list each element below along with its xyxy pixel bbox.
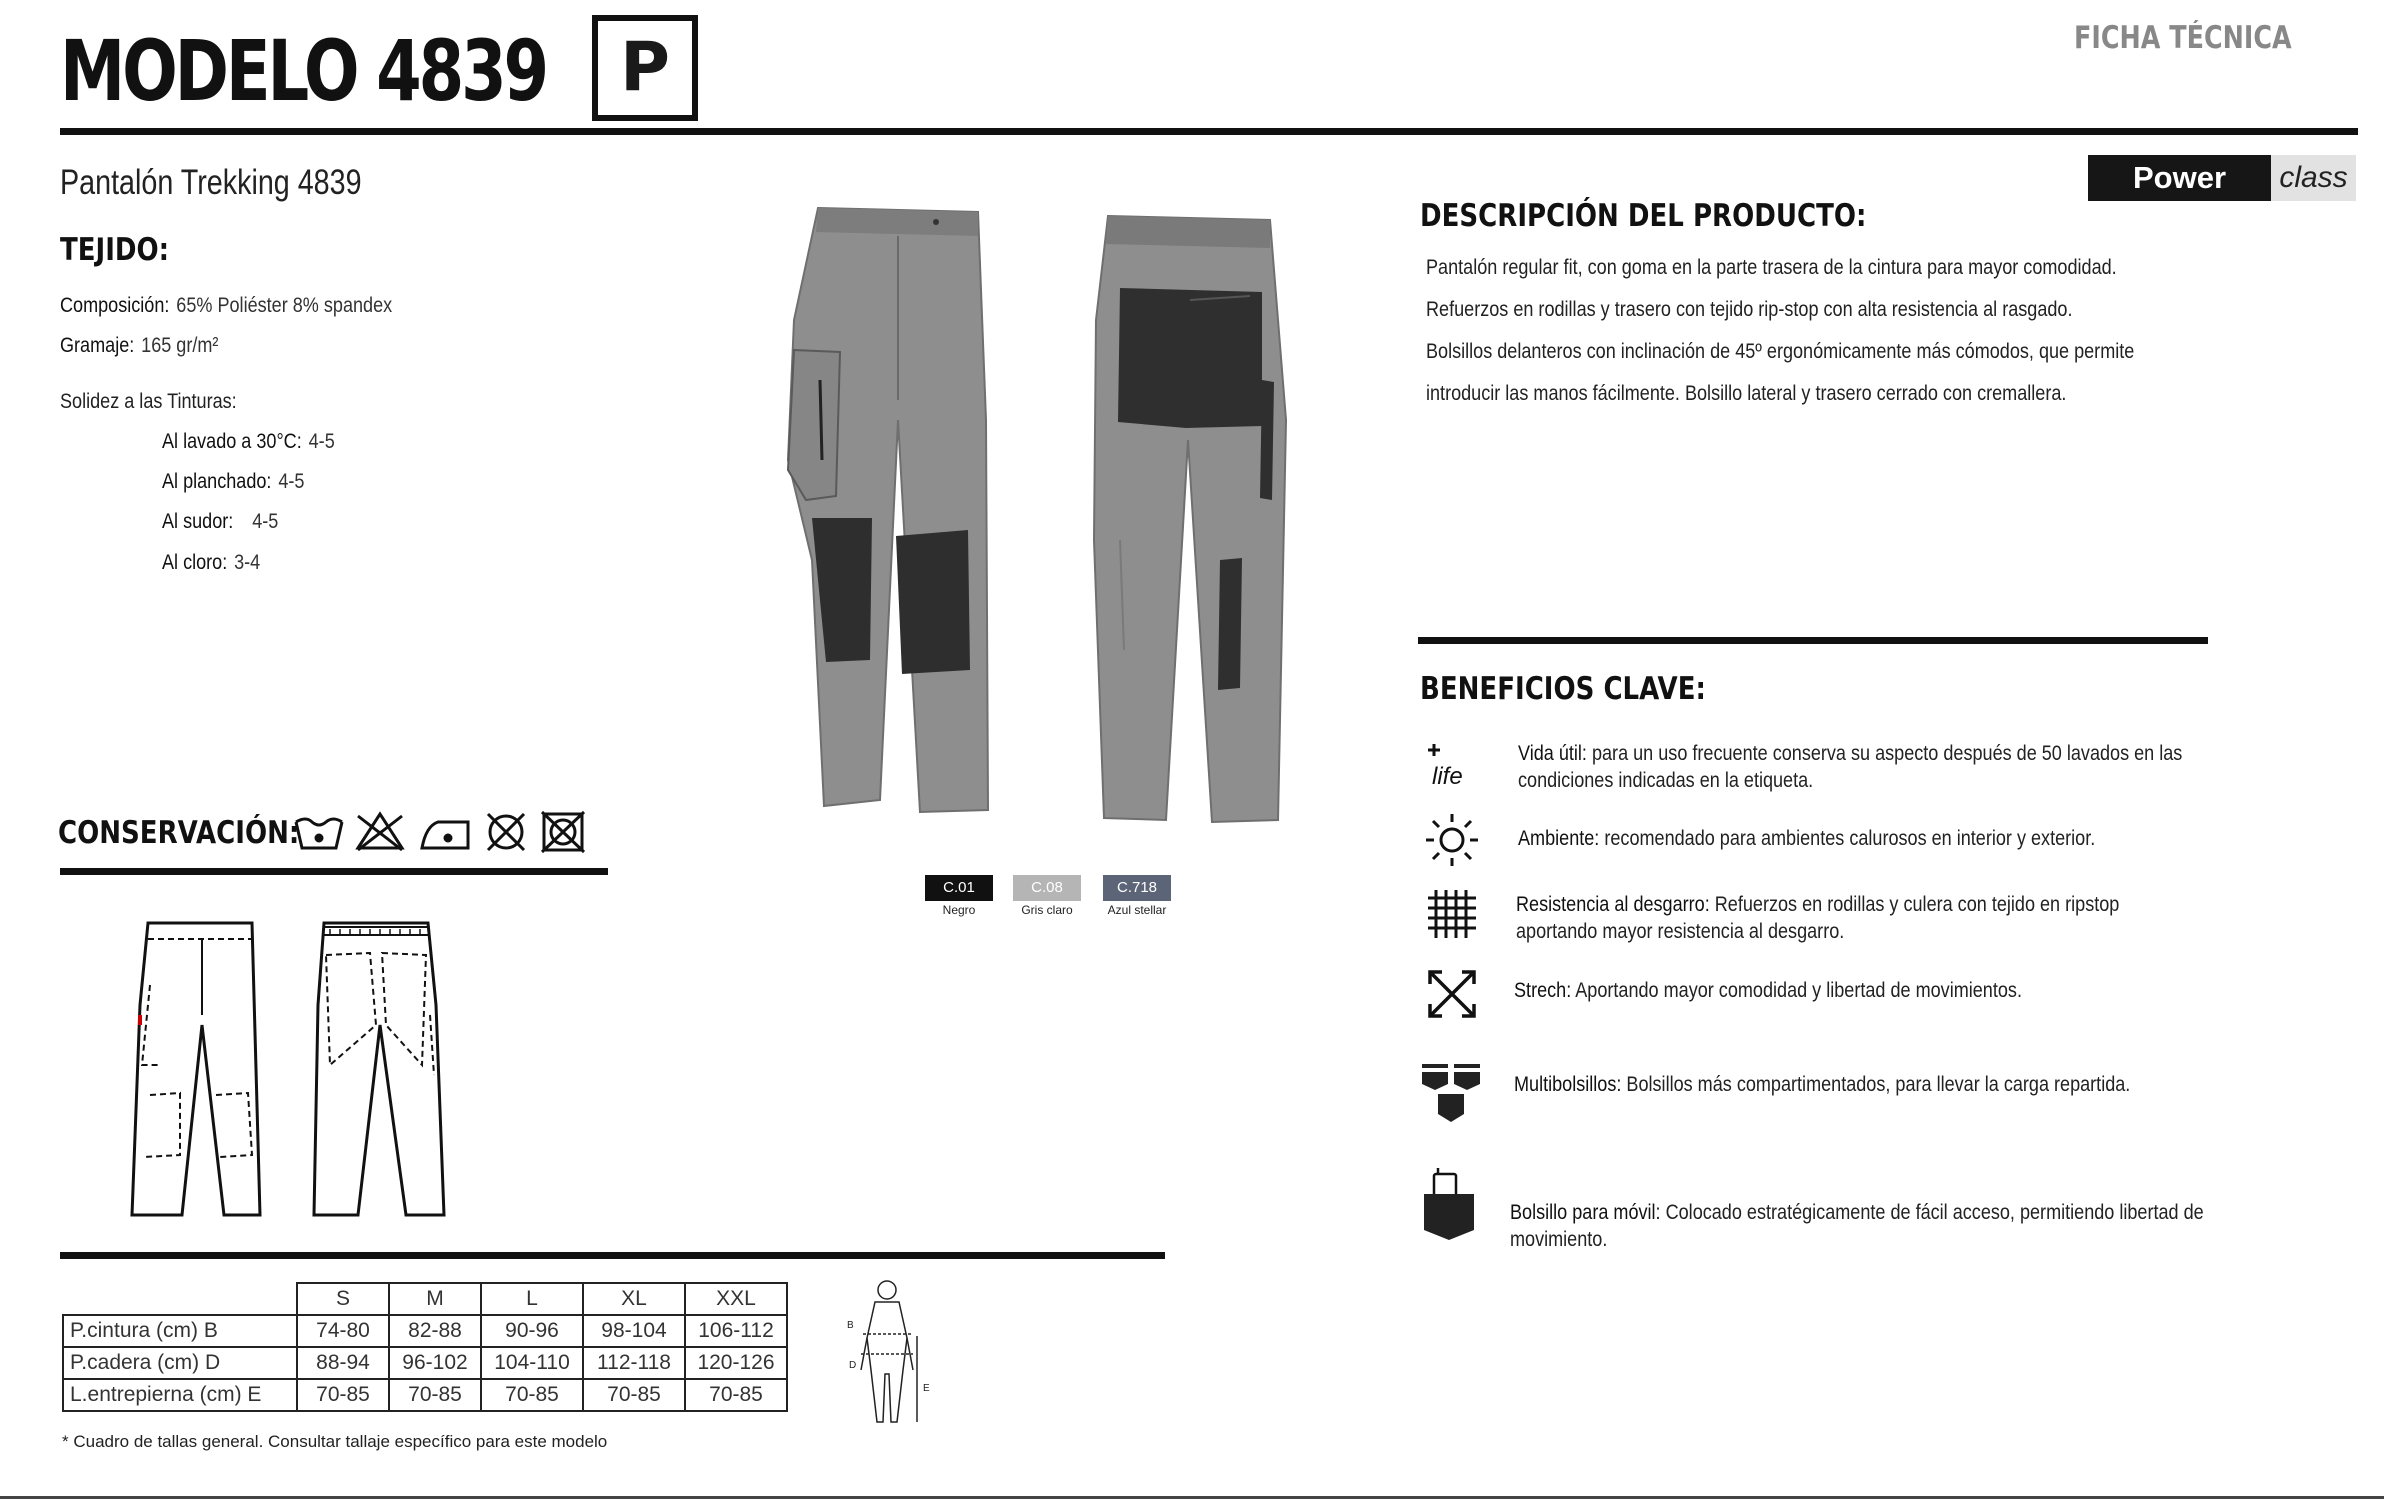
table-cell: 90-96: [481, 1315, 583, 1347]
fastness-row: [162, 430, 335, 454]
fastness-label: Al cloro:: [162, 551, 228, 574]
weight-row: [60, 334, 218, 358]
color-code: C.718: [1116, 879, 1158, 896]
benefit-item: [1510, 1199, 2301, 1253]
no-bleach-icon: [358, 814, 402, 850]
benefit-item: [1518, 825, 2206, 852]
benefit-item: [1514, 977, 2202, 1004]
color-name: Gris claro: [1021, 903, 1073, 917]
benefit-text: para un uso frecuente conserva su aspecto después de 50 lavados en las condiciones indicadas en la etiqueta.: [1518, 742, 2183, 792]
size-header: XXL: [685, 1283, 787, 1315]
fastness-label: Al planchado:: [162, 470, 272, 493]
benefit-text: recomendado para ambientes calurosos en interior y exterior.: [1604, 827, 2096, 850]
benefit-text: Bolsillos más compartimentados, para llevar la carga repartida.: [1626, 1073, 2131, 1096]
fastness-row: [162, 551, 260, 575]
benefit-label: Strech:: [1514, 979, 1572, 1002]
iron-low-icon: [422, 822, 468, 848]
no-tumble-dry-icon: [542, 812, 584, 852]
product-name: Pantalón Trekking 4839: [60, 163, 362, 202]
row-label: P.cintura (cm) B: [63, 1315, 297, 1347]
figure-label-b: B: [847, 1320, 854, 1331]
table-cell: 70-85: [685, 1379, 787, 1411]
color-name: Negro: [942, 903, 976, 917]
color-swatch-azul-stellar[interactable]: [1103, 875, 1171, 901]
color-code: C.08: [1031, 879, 1063, 896]
description-line: Bolsillos delanteros con inclinación de 45º ergonómicamente más cómodos, que permite: [1426, 340, 2135, 363]
fastness-row: [162, 470, 304, 494]
table-cell: 70-85: [583, 1379, 685, 1411]
stretch-arrows-icon: [1426, 968, 1478, 1020]
table-cell: 70-85: [389, 1379, 481, 1411]
phone-pocket-icon: [1420, 1166, 1478, 1242]
front-flat-drawing: [132, 923, 260, 1215]
sun-icon: [1424, 812, 1480, 868]
size-header: L: [481, 1283, 583, 1315]
fastness-value: 4-5: [308, 430, 335, 453]
fastness-value: 3-4: [234, 551, 261, 574]
pockets-icon: [1420, 1062, 1482, 1126]
technical-drawing: [120, 915, 480, 1225]
size-table-divider: [60, 1252, 1165, 1259]
fastness-label: Al sudor:: [162, 510, 234, 533]
weight-value: 165 gr/m²: [141, 334, 219, 357]
benefit-label: Vida útil:: [1518, 742, 1587, 765]
row-label: L.entrepierna (cm) E: [63, 1379, 297, 1411]
power-label: Power: [2088, 155, 2271, 201]
size-table-note: * Cuadro de tallas general. Consultar tallaje específico para este modelo: [62, 1432, 608, 1451]
care-symbols: [292, 808, 592, 854]
table-cell: 106-112: [685, 1315, 787, 1347]
description-line: Pantalón regular fit, con goma en la parte trasera de la cintura para mayor comodidad.: [1426, 256, 2117, 279]
table-cell: 82-88: [389, 1315, 481, 1347]
benefit-text: Aportando mayor comodidad y libertad de movimientos.: [1575, 979, 2022, 1002]
table-row: [63, 1379, 787, 1411]
table-cell: 96-102: [389, 1347, 481, 1379]
weight-label: Gramaje:: [60, 334, 135, 357]
benefit-text: Colocado estratégicamente de fácil acceso, permitiendo libertad de movimiento.: [1510, 1201, 2204, 1251]
table-row: [63, 1347, 787, 1379]
size-header: XL: [583, 1283, 685, 1315]
fabric-heading: TEJIDO:: [60, 232, 170, 268]
fastness-heading: Solidez a las Tinturas:: [60, 390, 237, 413]
description-line: introducir las manos fácilmente. Bolsillo lateral y trasero cerrado con cremallera.: [1426, 382, 2067, 405]
table-cell: 120-126: [685, 1347, 787, 1379]
benefits-divider: [1418, 637, 2208, 644]
size-table: [62, 1282, 788, 1412]
fastness-value: 4-5: [252, 510, 279, 533]
table-cell: 104-110: [481, 1347, 583, 1379]
care-divider: [60, 868, 608, 875]
table-cell: 98-104: [583, 1315, 685, 1347]
table-header-row: [63, 1283, 787, 1315]
table-corner: [63, 1283, 297, 1315]
header-divider: [60, 128, 2358, 135]
row-label: P.cadera (cm) D: [63, 1347, 297, 1379]
model-title: MODELO 4839: [60, 22, 547, 120]
front-view-pants: [788, 208, 988, 812]
benefit-label: Ambiente:: [1518, 827, 1600, 850]
benefit-label: Multibolsillos:: [1514, 1073, 1622, 1096]
power-class-logo: [2088, 155, 2356, 201]
class-label: class: [2271, 155, 2356, 201]
color-name: Azul stellar: [1107, 903, 1167, 917]
figure-label-e: E: [923, 1383, 930, 1394]
benefit-item: [1514, 1071, 2202, 1098]
wash-30-icon: [296, 819, 342, 848]
fastness-label: Al lavado a 30°C:: [162, 430, 302, 453]
body-measurement-figure: [845, 1278, 945, 1428]
table-cell: 70-85: [481, 1379, 583, 1411]
back-flat-drawing: [314, 923, 444, 1215]
page-bottom-line: [0, 1496, 2384, 1499]
fastness-value: 4-5: [278, 470, 305, 493]
table-cell: 74-80: [297, 1315, 389, 1347]
composition-label: Composición:: [60, 294, 170, 317]
table-row: [63, 1315, 787, 1347]
benefit-text: Refuerzos en rodillas y culera con tejido en ripstop aportando mayor resistencia al desgarro.: [1516, 893, 2120, 943]
care-heading: CONSERVACIÓN:: [58, 815, 300, 851]
svg-text:life: life: [1432, 763, 1463, 790]
fastness-row: [162, 510, 278, 534]
benefit-label: Bolsillo para móvil:: [1510, 1201, 1661, 1224]
benefit-label: Resistencia al desgarro:: [1516, 893, 1710, 916]
description-line: Refuerzos en rodillas y trasero con tejido rip-stop con alta resistencia al rasgado.: [1426, 298, 2073, 321]
back-view-pants: [1094, 216, 1286, 822]
table-cell: 88-94: [297, 1347, 389, 1379]
description-text: [1426, 247, 2134, 415]
color-swatch-gris-claro[interactable]: [1013, 875, 1081, 901]
composition-value: 65% Poliéster 8% spandex: [176, 294, 393, 317]
ripstop-grid-icon: [1426, 888, 1478, 940]
size-header: M: [389, 1283, 481, 1315]
figure-label-d: D: [849, 1360, 857, 1371]
no-dry-clean-icon: [488, 814, 524, 850]
table-cell: 70-85: [297, 1379, 389, 1411]
benefit-item: [1516, 891, 2204, 945]
description-heading: DESCRIPCIÓN DEL PRODUCTO:: [1420, 198, 1867, 234]
size-category-badge: P: [592, 15, 698, 121]
table-cell: 112-118: [583, 1347, 685, 1379]
color-swatch-negro[interactable]: [925, 875, 993, 901]
size-header: S: [297, 1283, 389, 1315]
benefits-heading: BENEFICIOS CLAVE:: [1420, 671, 1706, 707]
product-photos: [770, 200, 1330, 850]
benefit-item: [1518, 740, 2206, 794]
document-type: FICHA TÉCNICA: [2074, 20, 2292, 56]
composition-row: [60, 294, 392, 318]
color-code: C.01: [943, 879, 975, 896]
life-icon: [1424, 742, 1480, 792]
